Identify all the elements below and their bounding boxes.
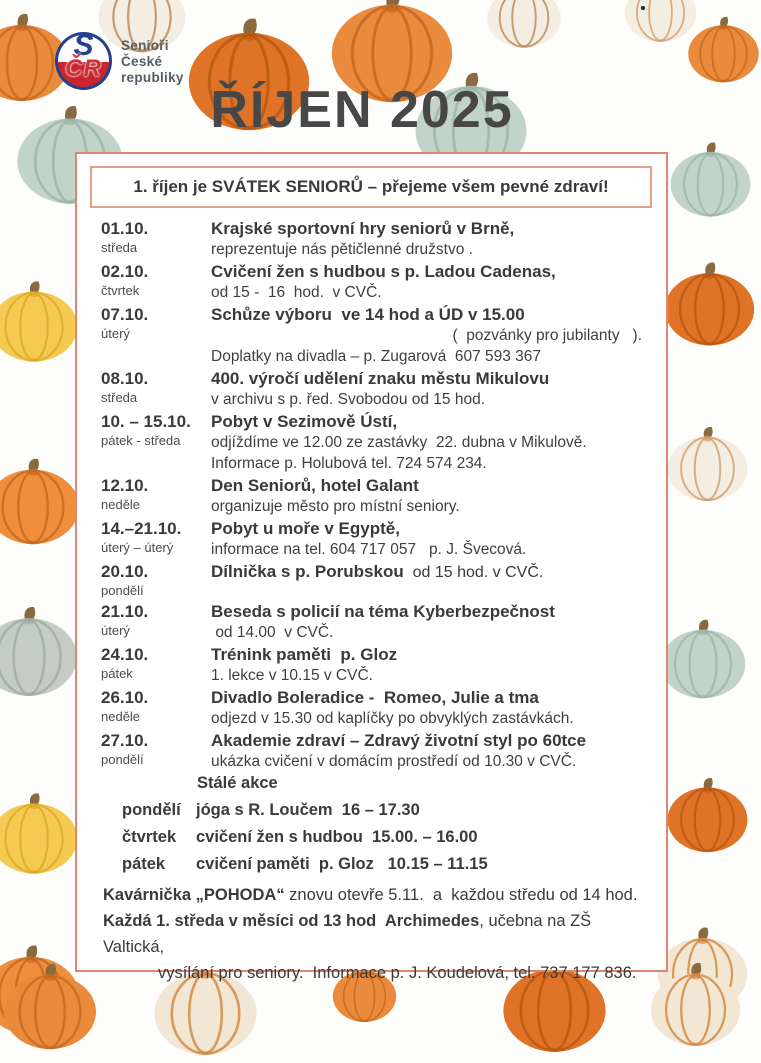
event-row [101,475,652,517]
permanent-event-row [122,824,652,851]
event-text-cell [211,304,652,367]
footer-note: Každá 1. středa v měsíci od 13 hod Archimedes, učebna na ZŠ Valtická, [103,912,596,956]
event-title: Krajské sportovní hry seniorů v Brně, [211,219,515,238]
event-detail: v archivu s p. řed. Svobodou od 15 hod. [211,391,486,408]
event-row [101,730,652,772]
footer-note: Kavárnička „POHODA“ znovu otevře 5.11. a každou středu od 14 hod. [103,886,638,904]
event-date-cell [101,730,211,772]
event-text-cell [211,561,652,600]
event-row [101,218,652,260]
event-date-cell [101,261,211,303]
event-title: Trénink paměti p. Gloz [211,645,398,664]
events-list [101,218,652,772]
event-detail: reprezentuje nás pětičlenné družstvo . [211,241,473,258]
event-date: 14.–21.10. [101,519,182,538]
event-text-cell [211,475,652,517]
event-detail: od 15 - 16 hod. v CVČ. [211,284,382,301]
event-day: pondělí [101,583,144,598]
pumpkin-icon [0,588,80,716]
pumpkin-icon [665,748,750,883]
event-date: 24.10. [101,645,149,664]
scan-artifact-dot [641,6,645,10]
logo-caption [121,38,184,86]
permanent-event-text: jóga s R. Loučem 16 – 17.30 [196,801,420,819]
permanent-event-day: čtvrtek [122,828,177,846]
event-day: čtvrtek [101,283,140,298]
pumpkin-icon [0,418,82,586]
event-text-cell [211,261,652,303]
event-date: 10. – 15.10. [101,412,191,431]
event-text-cell [211,687,652,729]
event-detail: ( pozvánky pro jubilanty ). [452,327,642,344]
event-row [101,644,652,686]
event-day: pátek [101,666,133,681]
event-date: 02.10. [101,262,149,281]
event-date-cell [101,601,211,643]
event-day: neděle [101,497,141,512]
event-day: středa [101,240,138,255]
event-text-cell [211,518,652,560]
permanent-event-day: pondělí [122,801,181,819]
permanent-event-text: cvičení paměti p. Gloz 10.15 – 11.15 [196,855,488,873]
logo-monogram-cr: ČR [65,55,102,82]
page-title: ŘÍJEN 2025 [210,81,514,139]
event-text-cell [211,411,652,474]
event-date-cell [101,411,211,474]
permanent-events-list [101,797,652,878]
permanent-event-day: pátek [122,855,166,873]
event-text-cell [211,218,652,260]
event-detail: Informace p. Holubová tel. 724 574 234. [211,455,487,472]
event-date: 07.10. [101,305,149,324]
event-date: 21.10. [101,602,149,621]
event-title: Pobyt u moře v Egyptě, [211,519,400,538]
event-date: 27.10. [101,731,149,750]
event-title: Divadlo Boleradice - Romeo, Julie a tma [211,688,539,707]
event-text-cell [211,368,652,410]
event-title: Dílnička s p. Porubskou od 15 hod. v CVČ. [211,562,544,581]
event-date: 01.10. [101,219,149,238]
event-row [101,561,652,600]
event-date: 20.10. [101,562,149,581]
logo-caption-line1: Senioři [121,38,169,53]
footer-notes [103,882,652,986]
event-date-cell [101,644,211,686]
permanent-event-text: cvičení žen s hudbou 15.00. – 16.00 [196,828,478,846]
event-title: Pobyt v Sezimově Ústí, [211,412,398,431]
events-sheet [75,152,668,982]
event-day: úterý [101,326,130,341]
logo-monogram-s: S [73,29,94,62]
pumpkin-icon [0,962,105,1052]
seniors-day-banner: 1. říjen je SVÁTEK SENIORŮ – přejeme všem pevné zdraví! [90,166,652,208]
event-title: Den Seniorů, hotel Galant [211,476,419,495]
pumpkin-icon [0,758,80,910]
permanent-event-row [122,797,652,824]
pumpkin-icon [686,10,761,90]
event-detail: ukázka cvičení v domácím prostředí od 10.30 v CVČ. [211,753,577,770]
event-date-cell [101,475,211,517]
pumpkin-icon [658,582,748,737]
event-row [101,261,652,303]
event-text-cell [211,601,652,643]
event-row [101,411,652,474]
event-detail: 1. lekce v 10.15 v CVČ. [211,667,373,684]
permanent-event-row [122,851,652,878]
event-detail: informace na tel. 604 717 057 p. J. Švecová. [211,541,527,558]
pumpkin-icon [662,232,757,377]
permanent-events-heading: Stálé akce [197,774,278,792]
event-day: úterý – úterý [101,540,174,555]
event-date-cell [101,218,211,260]
event-row [101,687,652,729]
event-detail: odjíždíme ve 12.00 ze zastávky 22. dubna v Mikulově. [211,434,587,451]
event-day: středa [101,390,138,405]
logo-caption-line2: České [121,54,163,69]
event-text-cell [211,730,652,772]
event-text-cell [211,644,652,686]
pumpkin-icon [665,392,750,537]
event-row [101,601,652,643]
event-detail: od 14.00 v CVČ. [211,624,334,641]
event-date-cell [101,561,211,600]
footer-note: vysílání pro seniory. Informace p. J. Koudelová, tel. 737 177 836. [158,964,637,982]
event-date-cell [101,368,211,410]
event-date: 26.10. [101,688,149,707]
event-row [101,368,652,410]
event-detail: odjezd v 15.30 od kaplíčky po obvyklých zastávkách. [211,710,574,727]
event-day: pátek - středa [101,433,181,448]
event-row [101,518,652,560]
event-day: neděle [101,709,141,724]
event-day: pondělí [101,752,144,767]
event-title: Beseda s policií na téma Kyberbezpečnost [211,602,555,621]
event-detail: organizuje město pro místní seniory. [211,498,460,515]
event-title: 400. výročí udělení znaku městu Mikulovu [211,369,550,388]
pumpkin-icon [0,248,80,396]
event-detail: Doplatky na divadla – p. Zugarová 607 593 367 [211,348,542,365]
event-day: úterý [101,623,130,638]
event-date: 12.10. [101,476,149,495]
logo-caption-line3: republiky [121,70,184,85]
pumpkin-icon [668,135,753,225]
event-date-cell [101,518,211,560]
event-date: 08.10. [101,369,149,388]
pumpkin-icon [478,0,570,50]
event-title: Cvičení žen s hudbou s p. Ladou Cadenas, [211,262,556,281]
event-date-cell [101,304,211,367]
event-date-cell [101,687,211,729]
event-title: Akademie zdraví – Zdravý životní styl po 60tce [211,731,587,750]
event-row [101,304,652,367]
event-title: Schůze výboru ve 14 hod a ÚD v 15.00 [211,305,525,324]
